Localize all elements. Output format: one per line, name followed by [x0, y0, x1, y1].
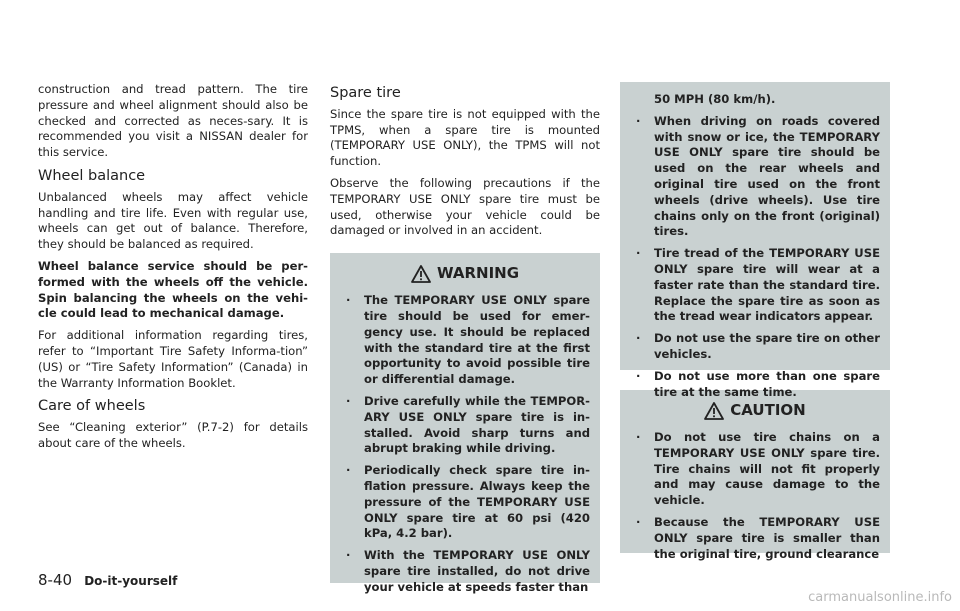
warning-title: [340, 265, 590, 283]
list-item: . Do not use the spare tire on other vehicles.: [630, 331, 880, 363]
watermark: carmanualsonline.info: [808, 590, 952, 605]
caution-list: [630, 430, 880, 562]
list-item: . Tire tread of the TEMPORARY USE ONLY spare tire will wear at a faster rate than the standard tire. Replace the spare tire as soon as the tread wear indicators appear.: [630, 246, 880, 325]
caution-title-text: CAUTION: [730, 401, 806, 420]
spare-tire-heading: Spare tire: [330, 85, 401, 101]
caution-box: [620, 390, 890, 561]
warning-list-continued: [630, 114, 880, 401]
list-item: . Do not use more than one spare tire at the same time.: [630, 369, 880, 401]
wheel-balance-info-paragraph: For additional information regarding tires, refer to “Important Tire Safety Informa-tion” (US) or “Tire Safety Information” (Canada) in the Warranty Information Booklet.: [38, 328, 308, 390]
list-item: . Drive carefully while the TEMPOR-ARY USE ONLY spare tire is in-stalled. Avoid sharp turns and abrupt braking while driving.: [340, 394, 590, 457]
care-of-wheels-heading: Care of wheels: [38, 398, 146, 415]
page-number: 8-40: [38, 571, 73, 589]
warning-triangle-icon: [411, 265, 431, 283]
spare-tire-paragraph-1: Since the spare tire is not equipped with the TPMS, when a spare tire is mounted (TEMPORARY USE ONLY), the TPMS will not function.: [330, 106, 600, 169]
list-item: . Periodically check spare tire in-flation pressure. Always keep the pressure of the TEMPORARY USE ONLY spare tire at 60 psi (420 kPa, 4.2 bar).: [340, 463, 590, 542]
caution-title: [630, 402, 880, 420]
warning-continuation: 50 MPH (80 km/h).: [654, 92, 776, 106]
warning-list: [340, 293, 590, 595]
list-item: . Do not use tire chains on a TEMPORARY USE ONLY spare tire. Tire chains will not fit properly and may cause damage to the vehicle.: [630, 430, 880, 509]
intro-paragraph: construction and tread pattern. The tire pressure and wheel alignment should also be checked and corrected as neces-sary. It is recommended you visit a NISSAN dealer for this service.: [38, 82, 308, 160]
section-name: Do-it-yourself: [84, 574, 178, 588]
warning-box-continued: [620, 82, 890, 399]
list-item: . When driving on roads covered with snow or ice, the TEMPORARY USE ONLY spare tire should be used on the rear wheels and original tire used on the front wheels (drive wheels). Use tire chains only on the front (original) tires.: [630, 114, 880, 240]
column-middle: [330, 82, 600, 594]
list-item: . With the TEMPORARY USE ONLY spare tire installed, do not drive your vehicle at speeds faster than: [340, 548, 590, 595]
spare-tire-paragraph-2: Observe the following precautions if the TEMPORARY USE ONLY spare tire must be used, otherwise your vehicle could be damaged or involved in an accident.: [330, 175, 600, 238]
list-item: . Because the TEMPORARY USE ONLY spare tire is smaller than the original tire, ground clearance: [630, 515, 880, 562]
care-of-wheels-paragraph: See “Cleaning exterior” (P.7-2) for details about care of the wheels.: [38, 420, 308, 450]
column-right: [620, 82, 890, 561]
wheel-balance-bold-paragraph: Wheel balance service should be per-formed with the wheels off the vehicle. Spin balancing the wheels on the vehi-cle could lead to mechanical damage.: [38, 258, 308, 321]
warning-title-text: WARNING: [436, 264, 520, 283]
warning-triangle-icon: [704, 402, 724, 420]
page-footer: [38, 571, 177, 589]
warning-box: [330, 253, 600, 594]
list-item: . The TEMPORARY USE ONLY spare tire should be used for emer-gency use. It should be replaced with the standard tire at the first opportunity to avoid possible tire or differential damage.: [340, 293, 590, 388]
wheel-balance-heading: Wheel balance: [38, 167, 146, 184]
wheel-balance-paragraph: Unbalanced wheels may affect vehicle handling and tire life. Even with regular use, wheels can get out of balance. Therefore, they should be balanced as required.: [38, 189, 308, 252]
column-left: [38, 82, 308, 458]
